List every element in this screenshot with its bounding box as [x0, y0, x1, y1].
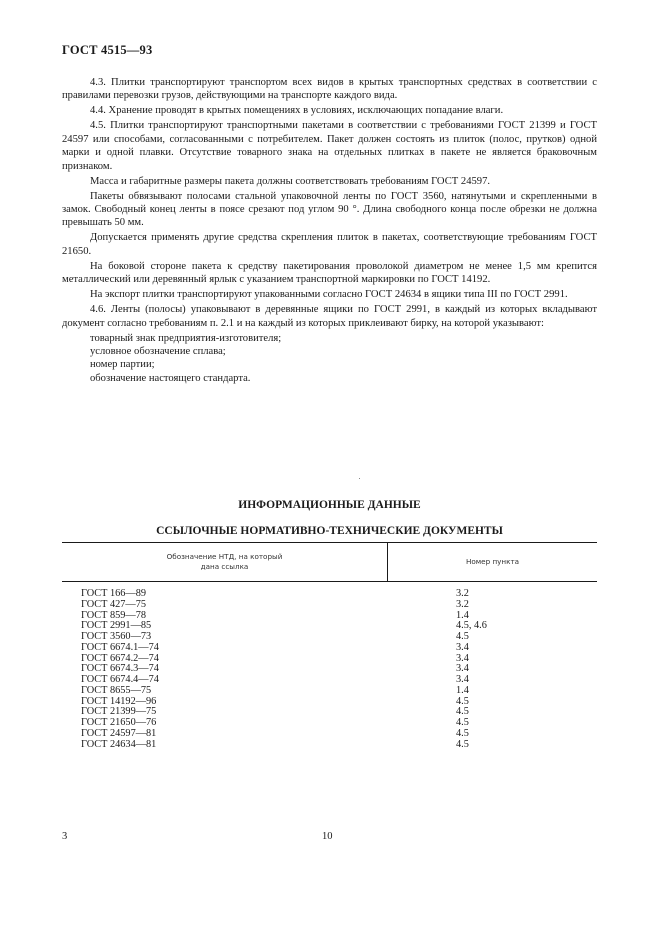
list-item: условное обозначение сплава; [90, 346, 226, 358]
cell-document: ГОСТ 2991—85 [81, 620, 152, 632]
table-row [62, 729, 597, 740]
cell-document: ГОСТ 3560—73 [81, 631, 152, 642]
cell-clause: 1.4 [456, 609, 469, 621]
scan-speck [359, 478, 360, 479]
paragraph: 4.4. Хранение проводят в крытых помещениях в условиях, исключающих попадание влаги. [90, 105, 504, 117]
cell-document: ГОСТ 6674.4—74 [81, 674, 159, 685]
paragraph: 4.5. Плитки транспортируют транспортными пакетами в соответствии с требованиями ГОСТ 21399 и ГОСТ 24597 или способами, согласованными с потребителем. Пакет должен состоять из плиток (полос, прутков) одной марки и одной плавки. Отсутствие товарного знака на отдельных плитках в пакете не является браковочным признаком. [62, 120, 597, 172]
body-text [62, 76, 597, 385]
cell-clause: 3.4 [456, 652, 469, 664]
cell-clause: 4.5 [456, 631, 469, 642]
list-item: обозначение настоящего стандарта. [90, 372, 251, 384]
cell-document: ГОСТ 21399—75 [81, 706, 157, 718]
cell-clause: 3.2 [456, 588, 469, 599]
table-row [62, 740, 597, 751]
cell-clause: 4.5 [456, 727, 469, 739]
paragraph: На боковой стороне пакета к средству пакетирования проволокой диаметром не менее 1,5 мм крепится металлический или деревянный ярлык с указанием транспортной маркировки по ГОСТ 14192. [62, 260, 597, 286]
paragraph: 4.6. Ленты (полосы) упаковывают в деревянные ящики по ГОСТ 2991, в каждый из которых вкладывают документ согласно требованиям п. 2.1 и на каждый из которых приклеивают бирку, на которой указывают: [62, 304, 597, 329]
paragraph: Пакеты обвязывают полосами стальной упаковочной ленты по ГОСТ 3560, натянутыми и скрепленными в замок. Свободный конец ленты в поясе срезают под углом 90 °. Длина свободного конца после обрезки не должна превышать 50 мм. [62, 190, 597, 229]
cell-document: ГОСТ 8655—75 [81, 684, 152, 696]
table-row [62, 600, 597, 611]
cell-document: ГОСТ 24597—81 [81, 727, 157, 739]
cell-document: ГОСТ 859—78 [81, 609, 147, 621]
paragraph: 4.3. Плитки транспортируют транспортом всех видов в крытых транспортных средствах в соответствии с правилами перевозки грузов, действующими на транспорте каждого вида. [62, 77, 597, 102]
cell-clause: 3.4 [456, 641, 469, 653]
cell-clause: 4.5, 4.6 [456, 620, 487, 632]
table-title: ССЫЛОЧНЫЕ НОРМАТИВНО-ТЕХНИЧЕСКИЕ ДОКУМЕНТЫ [156, 525, 503, 537]
reference-table [62, 542, 597, 750]
cell-clause: 3.4 [456, 674, 469, 685]
document-header: ГОСТ 4515—93 [62, 43, 153, 57]
cell-document: ГОСТ 166—89 [81, 588, 147, 599]
section-title: ИНФОРМАЦИОННЫЕ ДАННЫЕ [238, 499, 421, 511]
list-item: товарный знак предприятия-изготовителя; [90, 332, 282, 344]
cell-document: ГОСТ 6674.1—74 [81, 641, 159, 653]
cell-document: ГОСТ 427—75 [81, 598, 147, 610]
cell-clause: 3.2 [456, 598, 469, 610]
header-cell-clause [388, 543, 597, 581]
cell-clause: 4.5 [456, 706, 469, 718]
cell-document: ГОСТ 6674.2—74 [81, 652, 159, 664]
cell-clause: 1.4 [456, 684, 469, 696]
table-header [62, 543, 597, 582]
cell-document: ГОСТ 14192—96 [81, 695, 157, 707]
cell-clause: 4.5 [456, 717, 469, 728]
footer-left-number: 3 [62, 831, 68, 842]
page-number: 10 [322, 831, 333, 842]
cell-clause: 4.5 [456, 738, 469, 750]
header-label-clause: Номер пункта [465, 557, 520, 566]
paragraph: На экспорт плитки транспортируют упакованными согласно ГОСТ 24634 в ящики типа III по ГОСТ 2991. [90, 289, 568, 301]
list-item: номер партии; [90, 359, 155, 371]
paragraph: Масса и габаритные размеры пакета должны соответствовать требованиям ГОСТ 24597. [90, 175, 491, 187]
header-cell-document [62, 543, 388, 581]
table-row [62, 643, 597, 654]
cell-document: ГОСТ 21650—76 [81, 717, 157, 728]
table-row [62, 686, 597, 697]
table-body [62, 582, 597, 750]
cell-clause: 3.4 [456, 663, 469, 675]
header-label-document: Обозначение НТД, на который дана ссылка [166, 552, 283, 571]
cell-document: ГОСТ 6674.3—74 [81, 663, 159, 675]
paragraph: Допускается применять другие средства скрепления плиток в пакетах, соответствующие требованиям ГОСТ 21650. [62, 232, 597, 257]
cell-clause: 4.5 [456, 695, 469, 707]
cell-document: ГОСТ 24634—81 [81, 738, 157, 750]
